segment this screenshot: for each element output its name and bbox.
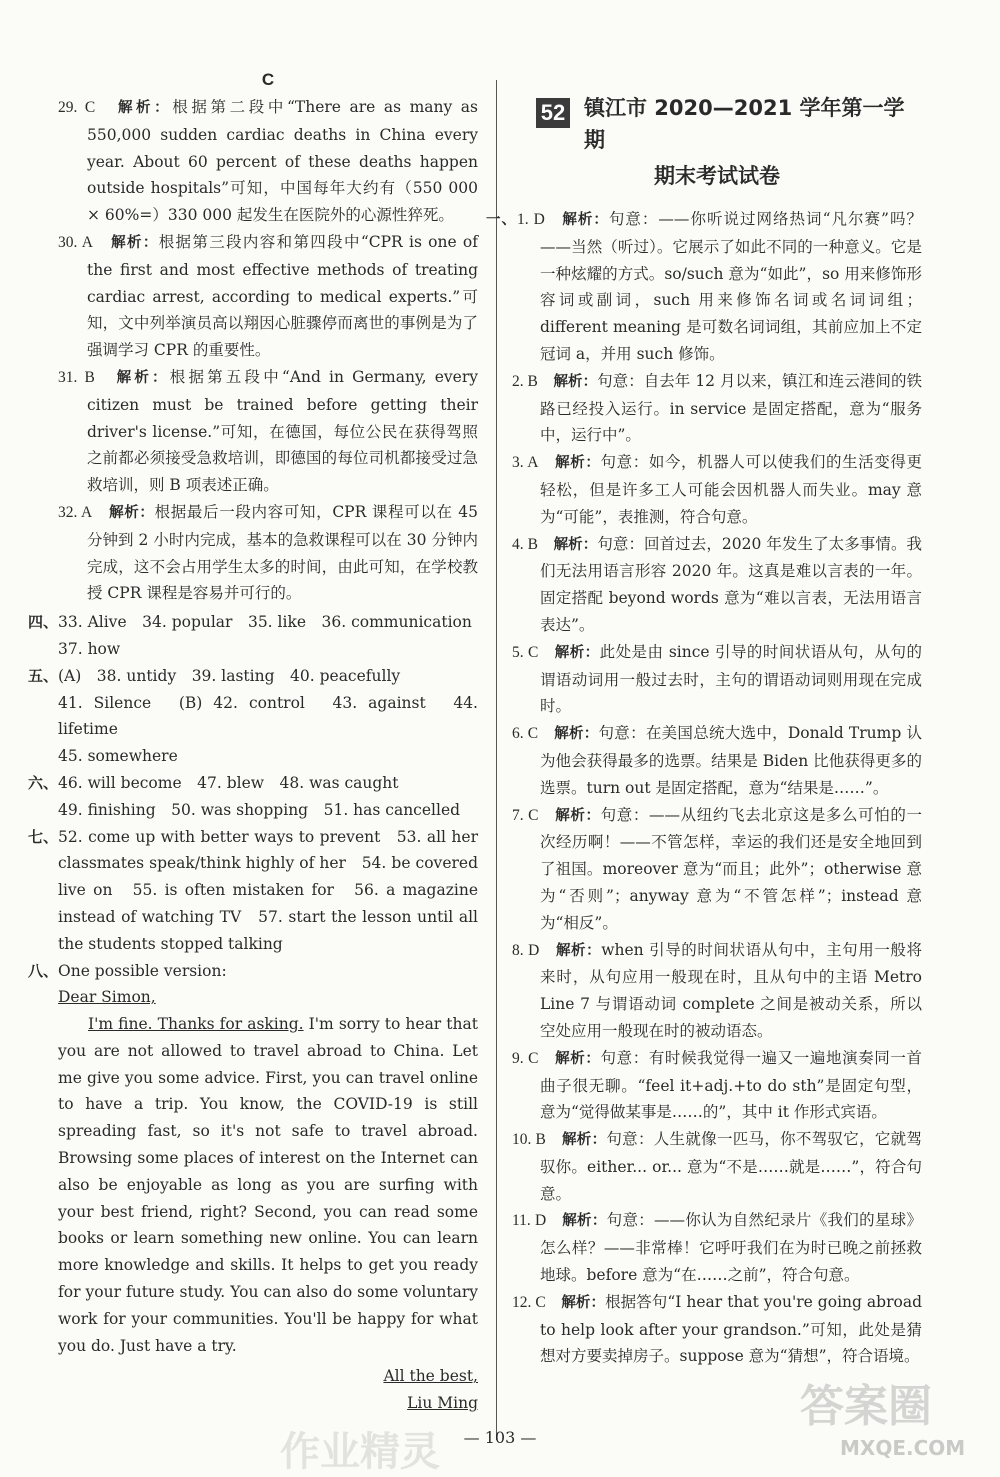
- answer-item-1: 一、1. D 解析：句意：——你听说过网络热词“凡尔赛”吗？——当然（听过）。它展示了如此不同的一种意义。它是一种炫耀的方式。so/such 意为“如此”，so 用来修饰形容词或副词，such 用来修饰名词或名词词组；different meaning 是可数名词词组，其前应加上不定冠词 a，并用 such 修饰。: [486, 210, 923, 363]
- exam-title: [512, 92, 922, 196]
- answer-item-10: 10. B 解析：句意：人生就像一匹马，你不驾驭它，它就驾驭你。either... or... 意为“不是……就是……”，符合句意。: [512, 1130, 922, 1203]
- section-4-line2: 37. how: [58, 639, 121, 658]
- answer-item-30: 30. A 解析：根据第三段内容和第四段中“CPR is one of the first and most effective methods of treating cardiac arrest, according to medical experts.”可知，文中列举演员高以翔因心脏骤停而离世的事例是为了强调学习 CPR 的重要性。: [58, 232, 478, 360]
- answer-item-29: 29. C 解析：根据第二段中“There are as many as 550,000 sudden cardiac deaths in China every year. About 60 percent of these deaths happen outside hospitals”可知，中国每年大约有（550 000 × 60%=）330 000 起发生在医院外的心源性猝死。: [58, 98, 478, 225]
- answer-item-9: 9. C 解析：句意：有时候我觉得一遍又一遍地演奏同一首曲子很无聊。“feel it+adj.+to do sth”是固定句型，意为“觉得做某事是……的”，其中 it 作形式宾语。: [512, 1048, 922, 1122]
- answer-item-3: 3. A 解析：句意：如今，机器人可以使我们的生活变得更轻松，但是许多工人可能会因机器人而失业。may 意为“可能”，表推测，符合句意。: [512, 453, 922, 526]
- section-6-line2: 49. finishing 50. was shopping 51. has cancelled: [58, 800, 461, 819]
- watermark-url: MXQE.COM: [840, 1436, 966, 1460]
- section-4: 四、33. Alive 34. popular 35. like 36. communication: [28, 613, 472, 632]
- watermark-logo: 答案圈: [800, 1381, 932, 1432]
- watermark-text: 作业精灵: [280, 1429, 440, 1475]
- section-heading: C: [261, 70, 275, 89]
- letter-greeting: Dear Simon,: [58, 988, 156, 1007]
- right-column: [486, 92, 923, 1370]
- answer-item-32: 32. A 解析：根据最后一段内容可知，CPR 课程可以在 45 分钟到 2 小时内完成，基本的急救课程可以在 30 分钟内完成，这不会占用学生太多的时间，由此可知，在学校教授 CPR 课程是容易并可行的。: [58, 502, 478, 603]
- left-column: [28, 70, 478, 1417]
- exam-number-badge: 52: [536, 98, 570, 128]
- page-number: — 103 —: [463, 1428, 537, 1447]
- sample-letter: [58, 984, 478, 1417]
- answer-item-5: 5. C 解析：此处是由 since 引导的时间状语从句，从句的谓语动词用一般过去时，主句的谓语动词则用现在完成时。: [512, 642, 923, 716]
- section-5-line3: 45. somewhere: [58, 747, 178, 766]
- answer-item-12: 12. C 解析：根据答句“I hear that you're going abroad to help look after your grandson.”可知，此处是猜想对方要卖掉房子。suppose 意为“猜想”，符合语境。: [512, 1292, 922, 1366]
- section-5: 五、(A) 38. untidy 39. lasting 40. peacefully: [28, 666, 401, 685]
- answer-item-7: 7. C 解析：句意：——从纽约飞去北京这是多么可怕的一次经历啊！——不管怎样，幸运的我们还是安全地回到了祖国。moreover 意为“而且；此外”；otherwise 意为“否则”；anyway 意为“不管怎样”；instead 意为“相反”。: [512, 805, 922, 932]
- answer-item-2: 2. B 解析：句意：自去年 12 月以来，镇江和连云港间的铁路已经投入运行。in service 是固定搭配，意为“服务中，运行中”。: [512, 371, 922, 445]
- exam-title-line2: 期末考试试卷: [654, 164, 780, 188]
- section-5-line2: 41. Silence (B) 42. control 43. against 44. lifetime: [58, 693, 478, 739]
- section-6: 六、46. will become 47. blew 48. was caught: [28, 773, 399, 792]
- answer-item-6: 6. C 解析：句意：在美国总统大选中，Donald Trump 认为他会获得最多的选票。结果是 Biden 比他获得更多的选票。turn out 是固定搭配，意为“结果是……”。: [512, 724, 922, 797]
- letter-body: I'm fine. Thanks for asking. I'm sorry to hear that you are not allowed to travel abroad to China. Let me give you some advice. First, you can travel online to have a trip. You know, the COVID-19 is still spreading fast, so it's not safe to travel abroad. Browsing some places of interest on the Internet can also be enjoyable as long as you are surfing with your best friend, right? Second, you can read some books or learn something new online. You can learn more knowledge and skills. It helps to get you ready for your future study. You can also do some voluntary work for your communities. You'll be happy for what you do. Just have a try.: [58, 1015, 478, 1355]
- answer-item-31: 31. B 解析：根据第五段中“And in Germany, every citizen must be trained before getting their driver's license.”可知，在德国，每位公民在获得驾照之前都必须接受急救培训，即德国的每位司机都接受过急救培训，则 B 项表述正确。: [58, 367, 478, 495]
- section-7: 七、52. come up with better ways to prevent 53. all her classmates speak/think highly of her 54. be covered live on 55. is often mistaken for 56. a magazine instead of watching TV 57. start the lesson until all the students stopped talking: [28, 827, 478, 953]
- letter-closing: All the best,: [383, 1367, 478, 1386]
- answer-item-8: 8. D 解析：when 引导的时间状语从句中，主句用一般将来时，从句应用一般现在时，且从句中的主语 Metro Line 7 与谓语动词 complete 之间是被动关系，所以空处应用一般现在时的被动语态。: [512, 940, 922, 1040]
- letter-signature: Liu Ming: [407, 1394, 478, 1413]
- exam-title-line1: 镇江市 2020—2021 学年第一学期: [584, 96, 905, 152]
- section-8: 八、One possible version:: [28, 961, 227, 980]
- answer-item-11: 11. D 解析：句意：——你认为自然纪录片《我们的星球》怎么样？——非常棒！它呼吁我们在为时已晚之前拯救地球。before 意为“在……之前”，符合句意。: [512, 1211, 922, 1285]
- answer-item-4: 4. B 解析：句意：回首过去，2020 年发生了太多事情。我们无法用语言形容 2020 年。这真是难以言表的一年。固定搭配 beyond words 意为“难以言表，无法用语言表达”。: [512, 534, 923, 634]
